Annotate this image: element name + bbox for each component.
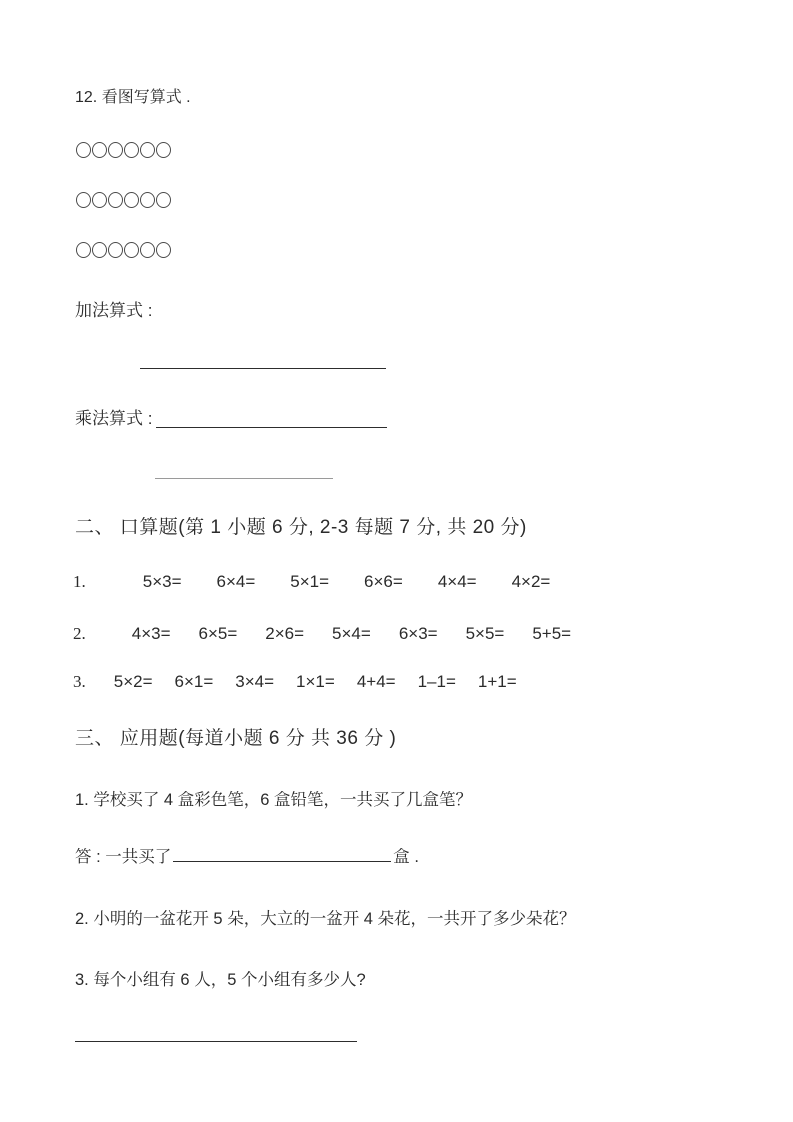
oral-item: 1×1= xyxy=(296,672,335,691)
answer-sentence xyxy=(75,843,419,867)
applied-question-1: 1. 学校买了 4 盒彩色笔，6 盒铅笔，一共买了几盒笔？ xyxy=(75,791,472,809)
oral-item: 2×6= xyxy=(265,624,305,643)
circle-icon xyxy=(108,142,123,158)
applied-question-3: 3. 每个小组有 6 人，5 个小组有多少人? xyxy=(75,971,366,989)
multiplication-expression-label: 乘法算式 : xyxy=(75,409,153,428)
answer-suffix: 盒 . xyxy=(393,848,419,866)
section-oral-heading: 二、 口算题(第 1 小题 6 分, 2-3 每题 7 分, 共 20 分) xyxy=(75,517,527,538)
oral-item: 6×1= xyxy=(174,672,214,691)
circle-icon xyxy=(124,142,139,158)
oral-item: 1–1= xyxy=(417,672,456,691)
oral-item: 5×3= xyxy=(142,572,182,591)
counting-circles-row-2 xyxy=(76,192,172,208)
applied-question-2: 2. 小明的一盆花开 5 朵，大立的一盆开 4 朵花，一共开了多少朵花？ xyxy=(75,910,576,928)
oral-item: 6×4= xyxy=(216,572,256,591)
circle-icon xyxy=(140,192,155,208)
circle-icon xyxy=(76,192,91,208)
oral-item: 4+4= xyxy=(356,672,396,691)
oral-row-number: 1. xyxy=(73,572,86,591)
circle-icon xyxy=(140,142,155,158)
circle-icon xyxy=(156,142,171,158)
addition-answer-line xyxy=(140,368,386,369)
circle-icon xyxy=(92,192,107,208)
circle-icon xyxy=(156,192,171,208)
circle-icon xyxy=(108,192,123,208)
oral-row-1 xyxy=(73,572,550,592)
circle-icon xyxy=(108,242,123,258)
circle-icon xyxy=(156,242,171,258)
oral-row-number: 2. xyxy=(73,624,86,643)
circle-icon xyxy=(92,242,107,258)
oral-row-number: 3. xyxy=(73,672,86,691)
oral-item: 4×3= xyxy=(131,624,171,643)
oral-item: 5×2= xyxy=(113,672,153,691)
oral-row-2 xyxy=(73,624,571,644)
oral-item: 6×5= xyxy=(198,624,238,643)
multiplication-answer-line xyxy=(156,427,387,428)
extra-answer-line xyxy=(155,478,333,479)
oral-row-3 xyxy=(73,672,517,692)
oral-item: 5×1= xyxy=(290,572,330,591)
section-applied-heading: 三、 应用题(每道小题 6 分 共 36 分 ) xyxy=(75,728,397,749)
answer-blank xyxy=(173,845,391,863)
oral-item: 4×2= xyxy=(511,572,551,591)
circle-icon xyxy=(140,242,155,258)
counting-circles-row-3 xyxy=(76,242,172,258)
oral-item: 6×3= xyxy=(398,624,438,643)
oral-item: 5+5= xyxy=(532,624,572,643)
answer-prefix: 答 : 一共买了 xyxy=(75,848,172,866)
bottom-answer-line xyxy=(75,1041,357,1042)
oral-item: 1+1= xyxy=(477,672,517,691)
oral-item: 4×4= xyxy=(437,572,477,591)
circle-icon xyxy=(76,242,91,258)
oral-item: 6×6= xyxy=(364,572,403,591)
circle-icon xyxy=(92,142,107,158)
oral-item: 5×5= xyxy=(465,624,505,643)
addition-expression-label: 加法算式 : xyxy=(75,301,153,320)
circle-icon xyxy=(76,142,91,158)
oral-item: 3×4= xyxy=(235,672,275,691)
question-12-title: 12. 看图写算式 . xyxy=(75,89,191,106)
counting-circles-row-1 xyxy=(76,142,172,158)
circle-icon xyxy=(124,242,139,258)
circle-icon xyxy=(124,192,139,208)
oral-item: 5×4= xyxy=(332,624,371,643)
